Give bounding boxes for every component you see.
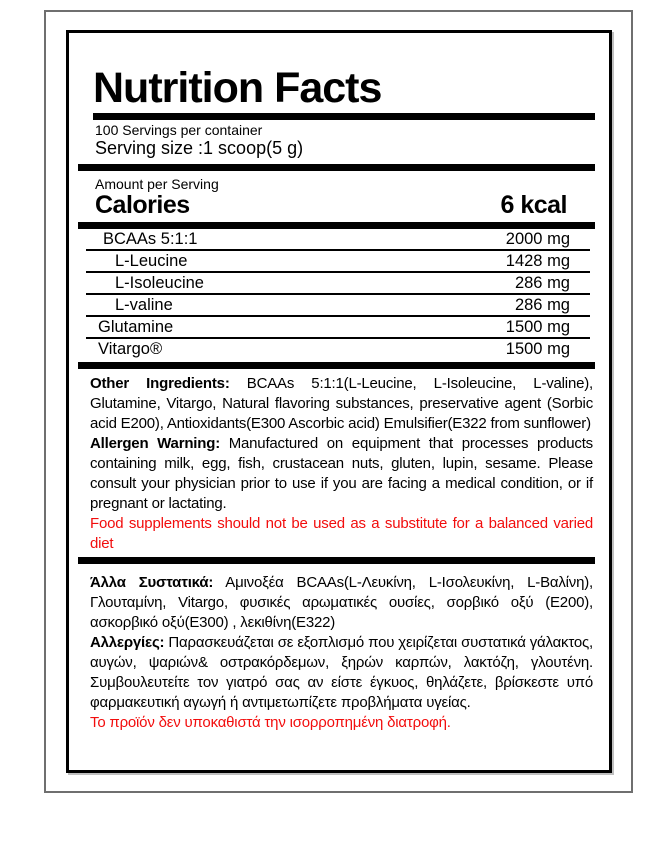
nutrient-name: Vitargo® — [98, 339, 163, 358]
allergen-warning-text: Manufactured on equipment that processes products containing milk, egg, fish, crustacean nuts, gluten, lupin, sesame. Please consult your physician prior to use if you are facing a medical condition, or if pregnant or lactating. — [90, 435, 593, 512]
table-row-vitargo — [86, 339, 590, 359]
nutrient-name: L-Leucine — [115, 251, 188, 270]
nutrient-amount: 1428 mg — [505, 251, 570, 270]
nutrient-amount: 1500 mg — [505, 339, 570, 358]
nutrient-amount: 286 mg — [514, 273, 570, 292]
other-ingredients-greek-paragraph — [90, 573, 593, 633]
table-row-leucine — [86, 251, 590, 273]
label-inner-frame — [66, 30, 612, 773]
allergen-warning-paragraph — [90, 434, 593, 514]
allergen-warning-greek-paragraph — [90, 633, 593, 713]
nutrition-facts-title: Nutrition Facts — [93, 64, 382, 112]
nutrient-name: L-valine — [115, 295, 173, 314]
nutrient-name: Glutamine — [98, 317, 174, 336]
thick-divider — [78, 222, 595, 229]
allergen-warning-greek-text: Παρασκευάζεται σε εξοπλισμό που χειρίζεται συστατικά γάλακτος, αυγών, ψαριών& οστρακόρδεμων, ξηρών καρπών, λακτόζη, γλουτένη. Συμβουλευτείτε τον γιατρό σας αν είστε έγκυος, θηλάζετε, βρίσκεστε υπό φαρμακευτική αγωγή ή αντιμετωπίζετε προβλήματα υγείας. — [90, 634, 593, 711]
greek-section — [78, 573, 595, 733]
calories-value: 6 kcal — [500, 191, 567, 219]
other-ingredients-greek-text: Αμινοξέα BCAAs(L-Λευκίνη, L-Ισολευκίνη, L-Βαλίνη), Γλουταμίνη, Vitargo, φυσικές αρωματικές ουσίες, σορβικό οξύ (E200), ασκορβικό οξύ(E300) , λεκιθίνη(E322) — [90, 574, 593, 631]
servings-per-container: 100 Servings per container — [95, 122, 263, 138]
nutrient-name: L-Isoleucine — [115, 273, 204, 292]
nutrient-amount: 286 mg — [514, 295, 570, 314]
nutrient-amount: 1500 mg — [505, 317, 570, 336]
other-ingredients-paragraph — [90, 374, 593, 434]
disclaimer-greek: Το προϊόν δεν υποκαθιστά την ισορροπημένη διατροφή. — [90, 714, 451, 731]
nutrient-table — [86, 229, 590, 359]
table-row-valine — [86, 295, 590, 317]
other-ingredients-greek-lead: Άλλα Συστατικά: — [90, 574, 214, 591]
allergen-warning-greek-lead: Αλλεργίες: — [90, 634, 165, 651]
nutrient-name: BCAAs 5:1:1 — [103, 229, 198, 248]
thick-divider — [78, 362, 595, 369]
table-row-glutamine — [86, 317, 590, 339]
amount-per-serving-label: Amount per Serving — [95, 176, 219, 192]
label-outer-frame — [44, 10, 633, 793]
calories-row — [95, 192, 567, 218]
nutrient-amount: 2000 mg — [505, 229, 570, 248]
table-row-bcaas — [86, 229, 590, 251]
other-ingredients-lead: Other Ingredients: — [90, 375, 230, 392]
thick-divider — [78, 164, 595, 171]
disclaimer-english: Food supplements should not be used as a substitute for a balanced varied diet — [90, 515, 593, 552]
allergen-warning-lead: Allergen Warning: — [90, 435, 220, 452]
thick-divider — [78, 557, 595, 564]
label-content — [69, 66, 609, 733]
calories-label: Calories — [95, 191, 190, 219]
serving-size: Serving size :1 scoop(5 g) — [95, 138, 304, 158]
table-row-isoleucine — [86, 273, 590, 295]
thick-divider — [93, 113, 595, 120]
other-ingredients-text: BCAAs 5:1:1(L-Leucine, L-Isoleucine, L-valine), Glutamine, Vitargo, Natural flavoring substances, preservative agent (Sorbic acid E200), Antioxidants(E300 Ascorbic acid) Emulsifier(E322 from sunflower) — [90, 375, 593, 432]
